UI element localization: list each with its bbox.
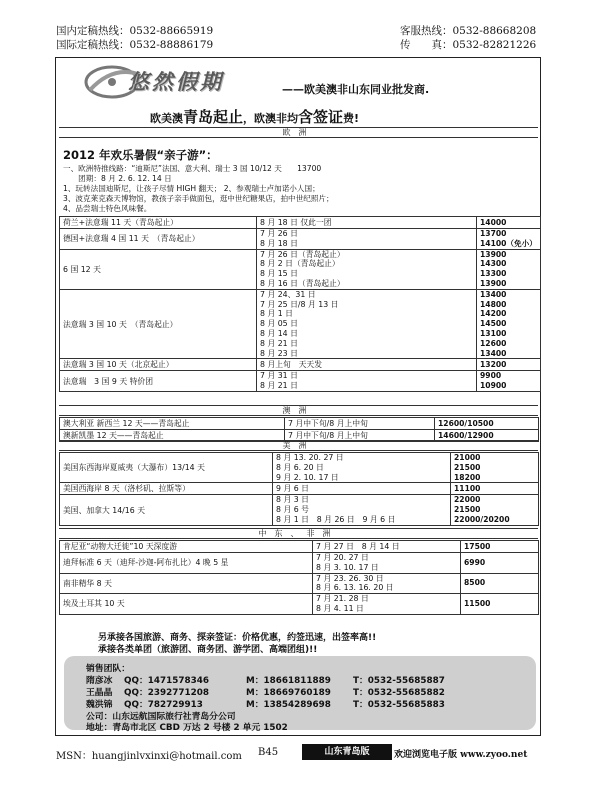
slogan-part: 费! bbox=[343, 112, 360, 125]
group-notice: 承接各类单团（旅游团、商务团、游学团、高端团组)!! bbox=[98, 645, 318, 655]
price-cell bbox=[461, 594, 539, 615]
departure-date: 8 月 13. 20. 27 日 bbox=[276, 453, 344, 462]
brand-slogan bbox=[150, 106, 359, 127]
departure-date: 8 月 23 日 bbox=[260, 348, 298, 358]
departure-date: 8 月 1 日 8 月 26 日 9 月 6 日 bbox=[276, 514, 396, 524]
contact-tel[interactable]: T：0532-55685887 bbox=[353, 676, 445, 686]
price-value: 21500 bbox=[454, 505, 481, 515]
departure-date: 8 月 3. 10. 17 日 bbox=[316, 562, 379, 572]
route-name: 迪拜标准 6 天（迪拜-沙迦-阿布扎比）4 晚 5 星 bbox=[60, 553, 313, 574]
contact-qq[interactable]: QQ：782729913 bbox=[124, 700, 203, 710]
departure-date: 8 月 05 日 bbox=[260, 319, 298, 329]
contact-mobile[interactable]: M：18661811889 bbox=[246, 676, 331, 686]
section-mideast-africa: 中东、非洲 bbox=[59, 528, 538, 539]
departure-date: 7 月 20. 27 日 bbox=[316, 553, 369, 562]
price-cell bbox=[477, 229, 541, 250]
price-cell bbox=[477, 289, 541, 359]
contact-tel[interactable]: T：0532-55685883 bbox=[353, 700, 445, 710]
price-cell bbox=[461, 573, 539, 594]
oceania-table bbox=[59, 417, 539, 442]
itinerary-row bbox=[60, 289, 541, 359]
route-name: 6 国 12 天 bbox=[60, 249, 257, 289]
contact-name: 隋彦冰 bbox=[86, 676, 113, 686]
price-value: 13300 bbox=[480, 269, 507, 279]
itinerary-row bbox=[60, 573, 539, 594]
price-cell bbox=[477, 371, 541, 392]
departure-dates bbox=[313, 553, 461, 574]
price-value: 18200 bbox=[454, 472, 481, 482]
itinerary-row bbox=[60, 483, 539, 495]
section-oceania: 澳洲 bbox=[59, 405, 538, 416]
route-name: 荷兰+法意瑞 11 天（青岛起止） bbox=[60, 217, 257, 229]
departure-date: 8 月 6. 13. 16. 20 日 bbox=[316, 583, 394, 593]
contact-mobile[interactable]: M：13854289698 bbox=[246, 700, 331, 710]
departure-date: 8 月上旬 天天发 bbox=[260, 359, 323, 369]
departure-date: 7 月 23. 26. 30 日 bbox=[316, 573, 384, 583]
route-name: 澳新凯墨 12 天——青岛起止 bbox=[60, 430, 285, 442]
price-value: 13100 bbox=[480, 328, 507, 338]
itinerary-row bbox=[60, 418, 539, 430]
departure-date: 8 月 2 日（青岛起止） bbox=[260, 259, 340, 269]
route-name: 南非精华 8 天 bbox=[60, 573, 313, 594]
contact-name: 魏洪锦 bbox=[86, 700, 113, 710]
departure-date: 7 月 26 日（青岛起止） bbox=[260, 249, 345, 259]
page-number: B45 bbox=[258, 747, 279, 758]
price-value: 9900 bbox=[480, 371, 502, 381]
departure-date: 7 月 26 日 bbox=[260, 229, 298, 238]
departure-dates bbox=[257, 371, 477, 392]
itinerary-row bbox=[60, 553, 539, 574]
slogan-highlight: 含签证 bbox=[298, 108, 344, 126]
departure-date: 8 月 6. 20 日 bbox=[276, 462, 324, 472]
domestic-hotline: 国内定稿热线：0532-88665919 bbox=[56, 25, 214, 37]
promo-title: 2012 年欢乐暑假“亲子游”： bbox=[63, 148, 218, 162]
slogan-part: ，欧澳非均 bbox=[243, 112, 299, 125]
price-value: 13900 bbox=[480, 249, 507, 259]
route-name: 法意瑞 3 国 10 天 （青岛起止） bbox=[60, 289, 257, 359]
contact-qq[interactable]: QQ：2392771208 bbox=[124, 688, 209, 698]
departure-date: 8 月 6 号 bbox=[276, 505, 309, 515]
route-name: 法意瑞 3 国 9 天 特价团 bbox=[60, 371, 257, 392]
price-value: 6990 bbox=[464, 557, 486, 567]
route-name: 德国+法意瑞 4 国 11 天 （青岛起止） bbox=[60, 229, 257, 250]
visa-notice: 另承接各国旅游、商务、探亲签证：价格优惠，约签迅速，出签率高!! bbox=[98, 633, 377, 643]
price-value: 12600 bbox=[480, 338, 507, 348]
departure-dates bbox=[313, 573, 461, 594]
price-value: 13200 bbox=[480, 359, 507, 369]
company-name: 公司：山东远航国际旅行社青岛分公司 bbox=[86, 712, 236, 722]
price-cell bbox=[477, 359, 541, 371]
edition-badge: 山东青岛版 bbox=[302, 744, 392, 760]
service-hotline: 客服热线：0532-88668208 bbox=[400, 25, 537, 37]
price-value: 14200 bbox=[480, 309, 507, 319]
price-value: 11100 bbox=[454, 483, 481, 493]
price-value: 21000 bbox=[454, 453, 481, 462]
itinerary-row bbox=[60, 495, 539, 525]
price-value: 12600/10500 bbox=[438, 418, 494, 428]
price-value: 17500 bbox=[464, 541, 491, 551]
promo-line: 一、欧洲特推线路：“迪斯尼”法国、意大利、瑞士 3 国 10/12 天 13700 bbox=[63, 164, 322, 173]
price-value: 13700 bbox=[480, 229, 507, 238]
price-value: 14800 bbox=[480, 299, 507, 309]
promo-line: 1、玩转法国迪斯尼，让孩子尽情 HIGH 翻天； 2、参观瑞士卢加诺小人国； bbox=[63, 184, 320, 193]
itinerary-row bbox=[60, 594, 539, 615]
price-value: 14300 bbox=[480, 259, 507, 269]
price-cell bbox=[451, 495, 539, 525]
price-cell bbox=[451, 483, 539, 495]
itinerary-row bbox=[60, 249, 541, 289]
contact-tel[interactable]: T：0532-55685882 bbox=[353, 688, 445, 698]
americas-table bbox=[59, 452, 539, 526]
brand-tagline: ——欧美澳非山东同业批发商. bbox=[282, 83, 430, 96]
route-name: 肯尼亚“动物大迁徙”10 天深度游 bbox=[60, 541, 313, 553]
departure-date: 9 月 6 日 bbox=[276, 483, 309, 493]
price-cell bbox=[461, 553, 539, 574]
price-cell bbox=[477, 249, 541, 289]
departure-date: 8 月 21 日 bbox=[260, 338, 298, 348]
contact-name: 王晶晶 bbox=[86, 688, 113, 698]
route-name: 美国西海岸 8 天（洛杉矶、拉斯等） bbox=[60, 483, 273, 495]
brand-logo-text: 悠然假期 bbox=[128, 70, 224, 94]
price-value: 13900 bbox=[480, 278, 507, 288]
departure-dates bbox=[257, 289, 477, 359]
price-value: 14600/12900 bbox=[438, 430, 494, 440]
itinerary-row bbox=[60, 217, 541, 229]
contact-mobile[interactable]: M：18669760189 bbox=[246, 688, 331, 698]
price-value: 8500 bbox=[464, 578, 486, 588]
departure-date: 8 月 18 日 bbox=[260, 238, 298, 248]
promo-line: 团期：8 月 2. 6. 12. 14 日 bbox=[63, 174, 172, 183]
footer-msn[interactable]: MSN：huangjinlvxinxi@hotmail.com bbox=[56, 751, 242, 762]
departure-date: 8 月 16 日（青岛起止） bbox=[260, 278, 345, 288]
departure-dates bbox=[285, 418, 435, 430]
departure-date: 7 月 27 日 8 月 14 日 bbox=[316, 541, 400, 551]
section-europe: 欧洲 bbox=[59, 127, 538, 138]
slogan-highlight: 青岛起止 bbox=[183, 108, 244, 126]
departure-date: 7 月 21. 28 日 bbox=[316, 594, 369, 604]
departure-date: 7 月中下旬/8 月上中旬 bbox=[288, 418, 368, 428]
contact-qq[interactable]: QQ：1471578346 bbox=[124, 676, 209, 686]
fax-number: 传 真：0532-82821226 bbox=[400, 39, 537, 51]
route-name: 澳大利亚 新西兰 12 天——青岛起止 bbox=[60, 418, 285, 430]
departure-date: 8 月 15 日 bbox=[260, 269, 298, 279]
price-value: 10900 bbox=[480, 381, 507, 391]
price-value: 14500 bbox=[480, 319, 507, 329]
departure-date: 8 月 3 日 bbox=[276, 495, 309, 505]
price-cell bbox=[477, 217, 541, 229]
route-name: 埃及土耳其 10 天 bbox=[60, 594, 313, 615]
price-cell bbox=[451, 453, 539, 483]
itinerary-row bbox=[60, 229, 541, 250]
departure-date: 8 月 18 日 仅此一团 bbox=[260, 217, 332, 227]
price-value: 21500 bbox=[454, 462, 481, 472]
departure-dates bbox=[273, 495, 451, 525]
company-address: 地址：青岛市北区 CBD 万达 2 号楼 2 单元 1502 bbox=[86, 723, 288, 733]
footer-website[interactable]: 欢迎浏览电子版 www.zyoo.net bbox=[394, 750, 528, 760]
route-name: 美国东西海岸夏威夷（大瀑布）13/14 天 bbox=[60, 453, 273, 483]
departure-date: 7 月 24、31 日 bbox=[260, 289, 316, 299]
price-value: 14000 bbox=[480, 217, 507, 227]
itinerary-row bbox=[60, 371, 541, 392]
itinerary-row bbox=[60, 359, 541, 371]
departure-dates bbox=[257, 217, 477, 229]
sales-team-label: 销售团队： bbox=[86, 664, 130, 674]
departure-date: 8 月 4. 11 日 bbox=[316, 603, 364, 613]
departure-date: 8 月 14 日 bbox=[260, 328, 298, 338]
promo-line: 3、波克莱克森天博物馆，教孩子亲手做面包，逛中世纪糖果店，拍中世纪照片； bbox=[63, 194, 334, 203]
departure-dates bbox=[313, 541, 461, 553]
price-value: 14100（免小） bbox=[480, 238, 537, 248]
price-value: 22000 bbox=[454, 495, 481, 505]
departure-date: 7 月 25 日/8 月 13 日 bbox=[260, 299, 339, 309]
departure-date: 8 月 1 日 bbox=[260, 309, 293, 319]
price-cell bbox=[435, 418, 539, 430]
departure-date: 8 月 21 日 bbox=[260, 381, 298, 391]
departure-dates bbox=[257, 249, 477, 289]
departure-dates bbox=[313, 594, 461, 615]
departure-date: 9 月 2. 10. 17 日 bbox=[276, 472, 339, 482]
itinerary-row bbox=[60, 541, 539, 553]
departure-dates bbox=[273, 453, 451, 483]
price-value: 13400 bbox=[480, 348, 507, 358]
price-value: 11500 bbox=[464, 599, 491, 609]
route-name: 美国、加拿大 14/16 天 bbox=[60, 495, 273, 525]
intl-hotline: 国际定稿热线：0532-88886179 bbox=[56, 39, 214, 51]
promo-line: 4、品尝瑞士特色风味餐。 bbox=[63, 204, 152, 213]
section-americas: 美洲 bbox=[59, 440, 538, 451]
price-cell bbox=[461, 541, 539, 553]
price-value: 13400 bbox=[480, 289, 507, 299]
europe-table bbox=[59, 216, 541, 392]
departure-dates bbox=[257, 359, 477, 371]
itinerary-row bbox=[60, 453, 539, 483]
price-value: 22000/20200 bbox=[454, 514, 510, 524]
departure-dates bbox=[273, 483, 451, 495]
route-name: 法意瑞 3 国 10 天（北京起止） bbox=[60, 359, 257, 371]
mea-table bbox=[59, 540, 539, 615]
slogan-part: 欧美澳 bbox=[150, 112, 183, 125]
departure-date: 7 月 31 日 bbox=[260, 371, 298, 381]
departure-date: 7 月中下旬/8 月上中旬 bbox=[288, 430, 368, 440]
departure-dates bbox=[257, 229, 477, 250]
